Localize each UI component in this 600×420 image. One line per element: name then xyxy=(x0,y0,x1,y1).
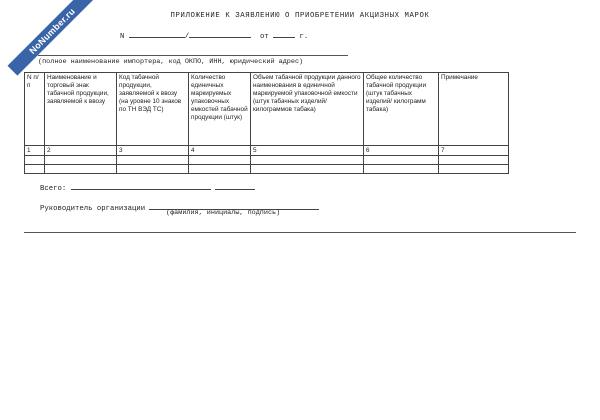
application-number-line xyxy=(120,30,308,41)
column-header: Код табачной продукции, заявляемой к ввозу (на уровне 10 знаков по ТН ВЭД ТС) xyxy=(117,73,189,146)
table-cell[interactable] xyxy=(45,156,117,165)
table-cell[interactable] xyxy=(364,165,439,174)
table-cell[interactable] xyxy=(117,165,189,174)
importer-field[interactable] xyxy=(38,55,348,56)
bottom-divider xyxy=(24,232,576,233)
signature-caption: (фамилия, инициалы, подпись) xyxy=(166,209,281,217)
document-title: ПРИЛОЖЕНИЕ К ЗАЯВЛЕНИЮ О ПРИОБРЕТЕНИИ АКЦИЗНЫХ МАРОК xyxy=(170,12,430,20)
column-number: 5 xyxy=(251,146,364,156)
table-row[interactable] xyxy=(25,156,509,165)
table-cell[interactable] xyxy=(439,165,509,174)
importer-caption: (полное наименование импортера, код ОКПО, ИНН, юридический адрес) xyxy=(38,58,304,66)
column-number-row xyxy=(25,146,509,156)
year-label: г. xyxy=(299,33,309,41)
table-cell[interactable] xyxy=(25,165,45,174)
total-field-2[interactable] xyxy=(215,182,255,190)
total-line xyxy=(40,182,255,193)
number-field-1[interactable] xyxy=(129,30,185,38)
date-field[interactable] xyxy=(273,30,295,38)
column-number: 6 xyxy=(364,146,439,156)
total-field-1[interactable] xyxy=(71,182,211,190)
date-from-label: от xyxy=(259,33,269,41)
column-header: N п/п xyxy=(25,73,45,146)
table-cell[interactable] xyxy=(251,156,364,165)
table-cell[interactable] xyxy=(439,156,509,165)
total-label: Всего: xyxy=(40,185,67,193)
column-number: 1 xyxy=(25,146,45,156)
column-header: Примечание xyxy=(439,73,509,146)
form-table xyxy=(24,72,509,174)
column-number: 7 xyxy=(439,146,509,156)
column-number: 2 xyxy=(45,146,117,156)
column-header: Количество единичных маркируемых упаковочных емкостей табачной продукции (штук) xyxy=(189,73,251,146)
header-row xyxy=(25,73,509,146)
table-cell[interactable] xyxy=(251,165,364,174)
column-number: 4 xyxy=(189,146,251,156)
column-number: 3 xyxy=(117,146,189,156)
table-cell[interactable] xyxy=(364,156,439,165)
head-label: Руководитель организации xyxy=(40,205,146,213)
table-row[interactable] xyxy=(25,165,509,174)
table-cell[interactable] xyxy=(189,156,251,165)
number-field-2[interactable] xyxy=(189,30,251,38)
watermark-logo: NoNumber.ru xyxy=(7,0,96,76)
column-header: Наименование и торговый знак табачной продукции, заявляемой к ввозу xyxy=(45,73,117,146)
column-header: Объем табачной продукции данного наименования в единичной маркируемой упаковочной емкости (штук табачных изделий/килограммов табака) xyxy=(251,73,364,146)
table-cell[interactable] xyxy=(117,156,189,165)
number-sign: N xyxy=(120,33,125,41)
column-header: Общее количество табачной продукции (штук табачных изделий/ килограмм табака) xyxy=(364,73,439,146)
number-slash: / xyxy=(184,33,190,41)
table-cell[interactable] xyxy=(45,165,117,174)
table-cell[interactable] xyxy=(25,156,45,165)
table-cell[interactable] xyxy=(189,165,251,174)
